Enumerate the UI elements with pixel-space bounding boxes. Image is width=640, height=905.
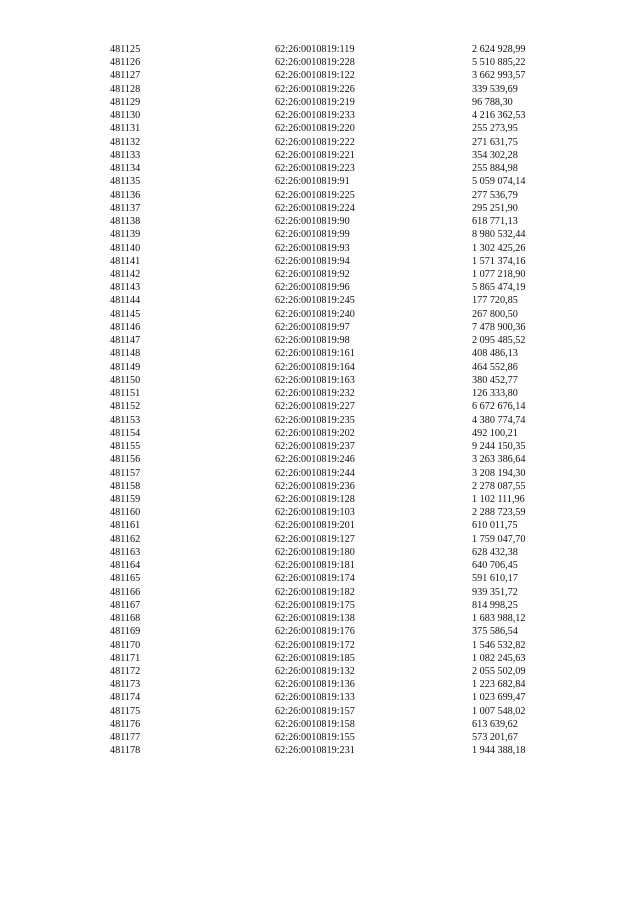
cadastral-number-cell: 62:26:0010819:122 bbox=[275, 70, 355, 82]
row-number-cell: 481136 bbox=[110, 189, 141, 201]
cadastral-number-cell: 62:26:0010819:180 bbox=[275, 546, 355, 558]
row-number-cell: 481162 bbox=[110, 533, 141, 545]
table-row bbox=[0, 639, 640, 652]
cadastral-number-cell: 62:26:0010819:176 bbox=[275, 626, 355, 638]
row-number-cell: 481153 bbox=[110, 414, 141, 426]
table-row bbox=[0, 281, 640, 294]
cadastral-value-cell: 2 278 087,55 bbox=[472, 480, 526, 492]
row-number-cell: 481145 bbox=[110, 308, 141, 320]
table-row bbox=[0, 480, 640, 493]
row-number-cell: 481142 bbox=[110, 268, 141, 280]
table-row bbox=[0, 56, 640, 69]
cadastral-value-cell: 126 333,80 bbox=[472, 388, 518, 400]
cadastral-value-cell: 464 552,86 bbox=[472, 361, 518, 373]
row-number-cell: 481150 bbox=[110, 374, 141, 386]
row-number-cell: 481152 bbox=[110, 401, 141, 413]
table-row bbox=[0, 625, 640, 638]
row-number-cell: 481169 bbox=[110, 626, 141, 638]
cadastral-number-cell: 62:26:0010819:233 bbox=[275, 110, 355, 122]
table-row bbox=[0, 493, 640, 506]
cadastral-number-cell: 62:26:0010819:103 bbox=[275, 507, 355, 519]
row-number-cell: 481148 bbox=[110, 348, 141, 360]
cadastral-value-cell: 1 007 548,02 bbox=[472, 705, 526, 717]
cadastral-number-cell: 62:26:0010819:174 bbox=[275, 573, 355, 585]
row-number-cell: 481156 bbox=[110, 454, 141, 466]
row-number-cell: 481165 bbox=[110, 573, 141, 585]
table-row bbox=[0, 414, 640, 427]
cadastral-value-cell: 2 624 928,99 bbox=[472, 44, 526, 55]
cadastral-value-cell: 177 720,85 bbox=[472, 295, 518, 307]
row-number-cell: 481151 bbox=[110, 388, 141, 400]
row-number-cell: 481147 bbox=[110, 335, 141, 347]
row-number-cell: 481138 bbox=[110, 216, 141, 228]
row-number-cell: 481127 bbox=[110, 70, 141, 82]
table-row bbox=[0, 294, 640, 307]
cadastral-number-cell: 62:26:0010819:99 bbox=[275, 229, 350, 241]
row-number-cell: 481164 bbox=[110, 560, 141, 572]
row-number-cell: 481141 bbox=[110, 255, 141, 267]
table-row bbox=[0, 427, 640, 440]
table-row bbox=[0, 242, 640, 255]
cadastral-value-cell: 96 788,30 bbox=[472, 96, 513, 108]
table-row bbox=[0, 347, 640, 360]
cadastral-number-cell: 62:26:0010819:232 bbox=[275, 388, 355, 400]
row-number-cell: 481159 bbox=[110, 493, 141, 505]
row-number-cell: 481171 bbox=[110, 652, 141, 664]
row-number-cell: 481175 bbox=[110, 705, 141, 717]
cadastral-number-cell: 62:26:0010819:127 bbox=[275, 533, 355, 545]
cadastral-number-cell: 62:26:0010819:244 bbox=[275, 467, 355, 479]
table-row bbox=[0, 533, 640, 546]
table-row bbox=[0, 612, 640, 625]
table-row bbox=[0, 189, 640, 202]
cadastral-value-cell: 591 610,17 bbox=[472, 573, 518, 585]
table-row bbox=[0, 506, 640, 519]
cadastral-number-cell: 62:26:0010819:235 bbox=[275, 414, 355, 426]
row-number-cell: 481155 bbox=[110, 441, 141, 453]
row-number-cell: 481135 bbox=[110, 176, 141, 188]
cadastral-value-cell: 5 059 074,14 bbox=[472, 176, 526, 188]
cadastral-number-cell: 62:26:0010819:237 bbox=[275, 441, 355, 453]
table-row bbox=[0, 652, 640, 665]
row-number-cell: 481163 bbox=[110, 546, 141, 558]
table-row bbox=[0, 149, 640, 162]
cadastral-number-cell: 62:26:0010819:223 bbox=[275, 163, 355, 175]
cadastral-number-cell: 62:26:0010819:222 bbox=[275, 136, 355, 148]
row-number-cell: 481133 bbox=[110, 149, 141, 161]
row-number-cell: 481131 bbox=[110, 123, 141, 135]
table-row bbox=[0, 691, 640, 704]
table-row bbox=[0, 215, 640, 228]
table-row bbox=[0, 519, 640, 532]
cadastral-number-cell: 62:26:0010819:133 bbox=[275, 692, 355, 704]
table-row bbox=[0, 175, 640, 188]
cadastral-value-cell: 339 539,69 bbox=[472, 83, 518, 95]
cadastral-value-cell: 9 244 150,35 bbox=[472, 441, 526, 453]
cadastral-number-cell: 62:26:0010819:224 bbox=[275, 202, 355, 214]
cadastral-number-cell: 62:26:0010819:158 bbox=[275, 718, 355, 730]
cadastral-number-cell: 62:26:0010819:93 bbox=[275, 242, 350, 254]
cadastral-value-cell: 2 095 485,52 bbox=[472, 335, 526, 347]
cadastral-value-cell: 3 208 194,30 bbox=[472, 467, 526, 479]
cadastral-value-cell: 3 662 993,57 bbox=[472, 70, 526, 82]
table-row bbox=[0, 467, 640, 480]
table-row bbox=[0, 731, 640, 744]
cadastral-value-cell: 6 672 676,14 bbox=[472, 401, 526, 413]
table-row bbox=[0, 440, 640, 453]
cadastral-number-cell: 62:26:0010819:219 bbox=[275, 96, 355, 108]
row-number-cell: 481177 bbox=[110, 732, 141, 744]
cadastral-value-cell: 1 759 047,70 bbox=[472, 533, 526, 545]
cadastral-value-cell: 1 102 111,96 bbox=[472, 493, 525, 505]
cadastral-value-cell: 1 302 425,26 bbox=[472, 242, 526, 254]
table-row bbox=[0, 255, 640, 268]
row-number-cell: 481168 bbox=[110, 613, 141, 625]
cadastral-value-cell: 2 055 502,09 bbox=[472, 666, 526, 678]
table-row bbox=[0, 228, 640, 241]
cadastral-value-cell: 7 478 900,36 bbox=[472, 321, 526, 333]
table-row bbox=[0, 678, 640, 691]
cadastral-value-cell: 5 510 885,22 bbox=[472, 57, 526, 69]
cadastral-number-cell: 62:26:0010819:240 bbox=[275, 308, 355, 320]
table-row bbox=[0, 705, 640, 718]
cadastral-value-cell: 4 216 362,53 bbox=[472, 110, 526, 122]
cadastral-value-cell: 255 884,98 bbox=[472, 163, 518, 175]
table-row bbox=[0, 572, 640, 585]
row-number-cell: 481160 bbox=[110, 507, 141, 519]
cadastral-number-cell: 62:26:0010819:172 bbox=[275, 639, 355, 651]
cadastral-number-cell: 62:26:0010819:175 bbox=[275, 599, 355, 611]
cadastral-number-cell: 62:26:0010819:119 bbox=[275, 44, 355, 55]
row-number-cell: 481140 bbox=[110, 242, 141, 254]
row-number-cell: 481157 bbox=[110, 467, 141, 479]
cadastral-number-cell: 62:26:0010819:226 bbox=[275, 83, 355, 95]
cadastral-number-cell: 62:26:0010819:97 bbox=[275, 321, 350, 333]
cadastral-number-cell: 62:26:0010819:157 bbox=[275, 705, 355, 717]
row-number-cell: 481129 bbox=[110, 96, 141, 108]
cadastral-value-cell: 1 082 245,63 bbox=[472, 652, 526, 664]
row-number-cell: 481144 bbox=[110, 295, 141, 307]
table-row bbox=[0, 321, 640, 334]
row-number-cell: 481125 bbox=[110, 44, 141, 55]
table-row bbox=[0, 43, 640, 56]
cadastral-value-cell: 1 944 388,18 bbox=[472, 745, 526, 757]
cadastral-value-cell: 573 201,67 bbox=[472, 732, 518, 744]
table-row bbox=[0, 122, 640, 135]
row-number-cell: 481143 bbox=[110, 282, 141, 294]
cadastral-number-cell: 62:26:0010819:227 bbox=[275, 401, 355, 413]
table-row bbox=[0, 546, 640, 559]
table-row bbox=[0, 202, 640, 215]
row-number-cell: 481176 bbox=[110, 718, 141, 730]
cadastral-number-cell: 62:26:0010819:225 bbox=[275, 189, 355, 201]
cadastral-number-cell: 62:26:0010819:92 bbox=[275, 268, 350, 280]
row-number-cell: 481178 bbox=[110, 745, 141, 757]
cadastral-value-cell: 4 380 774,74 bbox=[472, 414, 526, 426]
row-number-cell: 481161 bbox=[110, 520, 141, 532]
row-number-cell: 481172 bbox=[110, 666, 141, 678]
cadastral-number-cell: 62:26:0010819:236 bbox=[275, 480, 355, 492]
table-row bbox=[0, 308, 640, 321]
row-number-cell: 481158 bbox=[110, 480, 141, 492]
cadastral-value-cell: 814 998,25 bbox=[472, 599, 518, 611]
cadastral-number-cell: 62:26:0010819:136 bbox=[275, 679, 355, 691]
cadastral-value-cell: 375 586,54 bbox=[472, 626, 518, 638]
table-row bbox=[0, 586, 640, 599]
cadastral-number-cell: 62:26:0010819:185 bbox=[275, 652, 355, 664]
table-row bbox=[0, 387, 640, 400]
cadastral-number-cell: 62:26:0010819:96 bbox=[275, 282, 350, 294]
table-row bbox=[0, 162, 640, 175]
cadastral-number-cell: 62:26:0010819:128 bbox=[275, 493, 355, 505]
cadastral-number-cell: 62:26:0010819:181 bbox=[275, 560, 355, 572]
cadastral-value-cell: 408 486,13 bbox=[472, 348, 518, 360]
cadastral-number-cell: 62:26:0010819:202 bbox=[275, 427, 355, 439]
cadastral-value-cell: 1 571 374,16 bbox=[472, 255, 526, 267]
row-number-cell: 481134 bbox=[110, 163, 141, 175]
table-row bbox=[0, 665, 640, 678]
table-row bbox=[0, 334, 640, 347]
cadastral-value-cell: 354 302,28 bbox=[472, 149, 518, 161]
row-number-cell: 481128 bbox=[110, 83, 141, 95]
cadastral-number-cell: 62:26:0010819:90 bbox=[275, 216, 350, 228]
table-row bbox=[0, 744, 640, 757]
row-number-cell: 481139 bbox=[110, 229, 141, 241]
row-number-cell: 481146 bbox=[110, 321, 141, 333]
table-row bbox=[0, 559, 640, 572]
cadastral-number-cell: 62:26:0010819:182 bbox=[275, 586, 355, 598]
cadastral-value-cell: 8 980 532,44 bbox=[472, 229, 526, 241]
row-number-cell: 481154 bbox=[110, 427, 141, 439]
row-number-cell: 481170 bbox=[110, 639, 141, 651]
table-row bbox=[0, 453, 640, 466]
table-row bbox=[0, 268, 640, 281]
row-number-cell: 481132 bbox=[110, 136, 141, 148]
cadastral-number-cell: 62:26:0010819:161 bbox=[275, 348, 355, 360]
row-number-cell: 481167 bbox=[110, 599, 141, 611]
cadastral-value-cell: 640 706,45 bbox=[472, 560, 518, 572]
cadastral-value-cell: 628 432,38 bbox=[472, 546, 518, 558]
cadastral-number-cell: 62:26:0010819:201 bbox=[275, 520, 355, 532]
row-number-cell: 481166 bbox=[110, 586, 141, 598]
row-number-cell: 481149 bbox=[110, 361, 141, 373]
table-row bbox=[0, 136, 640, 149]
cadastral-number-cell: 62:26:0010819:94 bbox=[275, 255, 350, 267]
table-row bbox=[0, 361, 640, 374]
cadastral-value-cell: 3 263 386,64 bbox=[472, 454, 526, 466]
cadastral-number-cell: 62:26:0010819:231 bbox=[275, 745, 355, 757]
table-row bbox=[0, 69, 640, 82]
cadastral-number-cell: 62:26:0010819:155 bbox=[275, 732, 355, 744]
cadastral-number-cell: 62:26:0010819:164 bbox=[275, 361, 355, 373]
table-row bbox=[0, 109, 640, 122]
table-row bbox=[0, 599, 640, 612]
cadastral-value-cell: 2 288 723,59 bbox=[472, 507, 526, 519]
cadastral-value-cell: 271 631,75 bbox=[472, 136, 518, 148]
cadastral-value-cell: 267 800,50 bbox=[472, 308, 518, 320]
table-row bbox=[0, 400, 640, 413]
cadastral-value-cell: 380 452,77 bbox=[472, 374, 518, 386]
cadastral-value-cell: 5 865 474,19 bbox=[472, 282, 526, 294]
cadastral-number-cell: 62:26:0010819:98 bbox=[275, 335, 350, 347]
cadastral-value-cell: 613 639,62 bbox=[472, 718, 518, 730]
cadastral-value-cell: 1 023 699,47 bbox=[472, 692, 526, 704]
cadastral-value-cell: 1 077 218,90 bbox=[472, 268, 526, 280]
cadastral-number-cell: 62:26:0010819:245 bbox=[275, 295, 355, 307]
row-number-cell: 481126 bbox=[110, 57, 141, 69]
cadastral-value-cell: 618 771,13 bbox=[472, 216, 518, 228]
table-row bbox=[0, 96, 640, 109]
cadastral-value-cell: 1 683 988,12 bbox=[472, 613, 526, 625]
cadastral-value-cell: 1 223 682,84 bbox=[472, 679, 526, 691]
cadastral-value-cell: 255 273,95 bbox=[472, 123, 518, 135]
cadastral-value-cell: 939 351,72 bbox=[472, 586, 518, 598]
table-row bbox=[0, 718, 640, 731]
cadastral-value-cell: 610 011,75 bbox=[472, 520, 518, 532]
cadastral-value-cell: 492 100,21 bbox=[472, 427, 518, 439]
table-row bbox=[0, 374, 640, 387]
cadastral-number-cell: 62:26:0010819:138 bbox=[275, 613, 355, 625]
cadastral-number-cell: 62:26:0010819:91 bbox=[275, 176, 350, 188]
cadastral-value-cell: 295 251,90 bbox=[472, 202, 518, 214]
cadastral-value-cell: 1 546 532,82 bbox=[472, 639, 526, 651]
table-row bbox=[0, 83, 640, 96]
row-number-cell: 481174 bbox=[110, 692, 141, 704]
cadastral-number-cell: 62:26:0010819:220 bbox=[275, 123, 355, 135]
cadastral-number-cell: 62:26:0010819:132 bbox=[275, 666, 355, 678]
cadastral-number-cell: 62:26:0010819:221 bbox=[275, 149, 355, 161]
cadastral-number-cell: 62:26:0010819:228 bbox=[275, 57, 355, 69]
cadastral-value-table bbox=[0, 43, 640, 758]
cadastral-value-cell: 277 536,79 bbox=[472, 189, 518, 201]
cadastral-number-cell: 62:26:0010819:163 bbox=[275, 374, 355, 386]
cadastral-number-cell: 62:26:0010819:246 bbox=[275, 454, 355, 466]
row-number-cell: 481137 bbox=[110, 202, 141, 214]
row-number-cell: 481173 bbox=[110, 679, 141, 691]
row-number-cell: 481130 bbox=[110, 110, 141, 122]
